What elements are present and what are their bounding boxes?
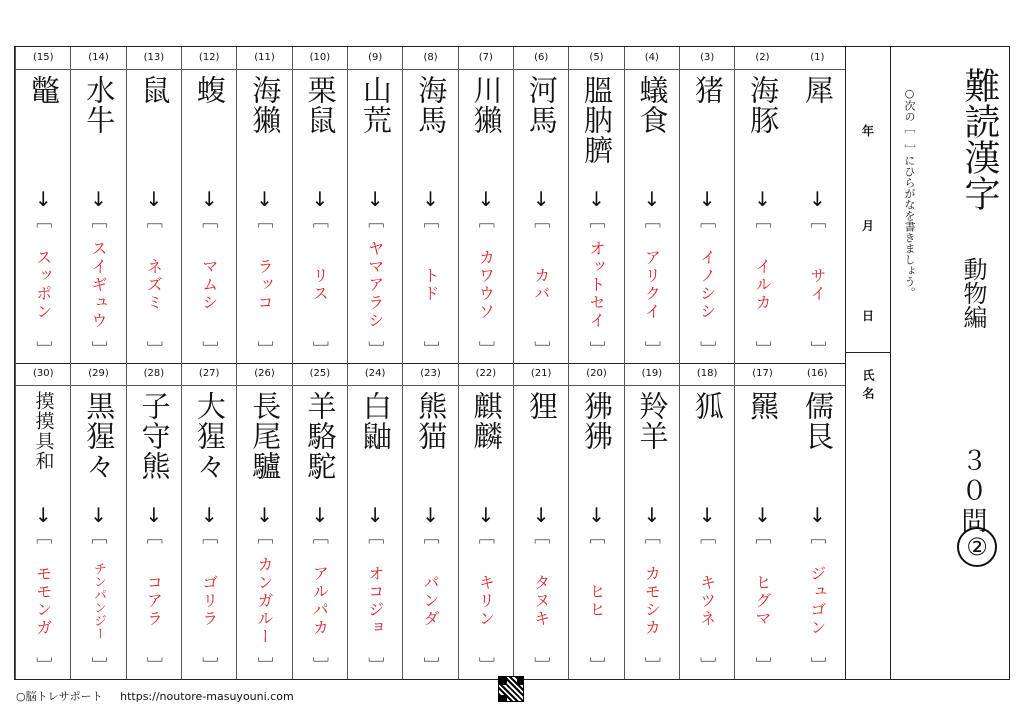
worksheet [14, 46, 1010, 680]
bracket-open: ［ [421, 528, 441, 544]
arrow-down-icon: ↓ [366, 187, 384, 211]
arrow-down-icon: ↓ [200, 187, 218, 211]
bracket-close: ］ [421, 341, 441, 357]
arrow-down-icon: ↓ [754, 503, 771, 527]
arrow-down-icon: ↓ [422, 187, 439, 211]
kanji-word: 子守熊 [137, 391, 172, 481]
question-cell [402, 363, 457, 679]
question-number: (11) [237, 47, 291, 70]
bracket-open: ［ [33, 528, 53, 544]
bracket-open: ［ [476, 528, 496, 544]
question-cell [70, 363, 125, 679]
bracket-close: ］ [33, 657, 53, 673]
bracket-close: ］ [753, 341, 772, 357]
answer-reading: アリクイ [642, 248, 662, 321]
question-number: (30) [16, 363, 70, 386]
question-cell [790, 363, 845, 679]
arrow-down-icon: ↓ [698, 503, 716, 527]
answer-reading: スッポン [33, 248, 53, 321]
bracket-close: ］ [310, 657, 330, 673]
arrow-down-icon: ↓ [90, 503, 107, 527]
bracket-open: ［ [421, 212, 441, 228]
question-cell [15, 363, 70, 679]
bracket-open: ［ [199, 212, 219, 228]
arrow-down-icon: ↓ [808, 503, 826, 527]
question-number: (20) [569, 363, 623, 386]
question-number: (1) [790, 47, 845, 70]
question-number: (18) [680, 363, 734, 386]
question-grid [15, 47, 845, 679]
bracket-close: ］ [144, 341, 164, 357]
bracket-open: ［ [365, 212, 385, 228]
answer-reading: オットセイ [587, 239, 607, 330]
answer-reading: カワウソ [476, 248, 496, 321]
bracket-open: ［ [365, 528, 385, 544]
answer-reading: モモンガ [33, 564, 53, 637]
answer-blank[interactable] [71, 528, 125, 673]
bracket-open: ［ [587, 528, 607, 544]
arrow-down-icon: ↓ [477, 503, 495, 527]
footer-url[interactable]: https://noutore-masuyouni.com [120, 690, 294, 703]
answer-reading: チンパンジー [91, 561, 107, 640]
question-cell [15, 47, 70, 363]
answer-reading: コアラ [144, 573, 164, 628]
question-number: (28) [127, 363, 181, 386]
question-cell [568, 363, 623, 679]
bracket-open: ［ [310, 528, 330, 544]
answer-reading: パンダ [421, 573, 441, 628]
bracket-close: ］ [807, 657, 827, 673]
bracket-open: ［ [255, 528, 275, 544]
answer-blank[interactable] [16, 528, 70, 673]
bracket-close: ］ [365, 657, 385, 673]
bracket-close: ］ [531, 341, 551, 357]
arrow-down-icon: ↓ [588, 503, 605, 527]
question-number: (5) [569, 47, 623, 70]
question-cell [734, 47, 789, 363]
kanji-word: 羊駱駝 [303, 391, 338, 481]
kanji-word: 黒猩々 [82, 391, 117, 481]
question-cell [181, 363, 236, 679]
question-number: (12) [182, 47, 236, 70]
bracket-close: ］ [697, 657, 717, 673]
kanji-word: 摸摸具和 [32, 391, 55, 471]
bracket-close: ］ [33, 341, 53, 357]
bracket-open: ［ [144, 528, 164, 544]
arrow-down-icon: ↓ [366, 503, 384, 527]
question-cell [790, 47, 845, 363]
kanji-word: 猪 [690, 75, 725, 105]
kanji-word: 蝮 [192, 75, 227, 105]
question-number: (8) [403, 47, 457, 70]
answer-blank[interactable] [293, 212, 347, 357]
bracket-open: ［ [642, 212, 662, 228]
question-number: (9) [348, 47, 402, 70]
bracket-close: ］ [365, 341, 385, 357]
arrow-down-icon: ↓ [256, 503, 273, 527]
year-label: 年 [861, 124, 874, 138]
answer-blank[interactable] [182, 528, 236, 673]
question-number: (22) [459, 363, 513, 386]
bracket-close: ］ [807, 341, 827, 357]
question-number: (27) [182, 363, 236, 386]
answer-blank[interactable] [403, 528, 457, 673]
answer-blank[interactable] [182, 212, 236, 357]
question-number: (16) [790, 363, 845, 386]
question-cell [679, 47, 734, 363]
bracket-open: ［ [753, 212, 772, 228]
bracket-close: ］ [89, 341, 109, 357]
answer-reading: オコジョ [365, 564, 385, 637]
question-number: (6) [514, 47, 568, 70]
bracket-close: ］ [642, 657, 662, 673]
arrow-down-icon: ↓ [34, 187, 52, 211]
question-cell [679, 363, 734, 679]
question-number: (15) [16, 47, 70, 70]
question-count: ３０問 [957, 447, 987, 537]
answer-blank[interactable] [680, 528, 734, 673]
bracket-open: ［ [310, 212, 330, 228]
question-cell [236, 47, 291, 363]
question-cell [236, 363, 291, 679]
answer-blank[interactable] [790, 212, 845, 357]
arrow-down-icon: ↓ [200, 503, 218, 527]
question-number: (10) [293, 47, 347, 70]
answer-reading: リス [310, 266, 330, 303]
answer-reading: ヒグマ [753, 573, 772, 628]
kanji-word: 川獺 [469, 75, 504, 135]
arrow-down-icon: ↓ [477, 187, 495, 211]
bracket-open: ［ [807, 528, 827, 544]
answer-blank[interactable] [735, 212, 789, 357]
name-label: 氏名 [861, 369, 875, 405]
question-number: (13) [127, 47, 181, 70]
bracket-open: ［ [807, 212, 827, 228]
answer-blank[interactable] [514, 528, 568, 673]
bracket-close: ］ [199, 341, 219, 357]
bracket-close: ］ [476, 341, 496, 357]
answer-reading: ヒヒ [587, 582, 607, 619]
bracket-close: ］ [476, 657, 496, 673]
arrow-down-icon: ↓ [532, 503, 550, 527]
answer-blank[interactable] [293, 528, 347, 673]
question-cell [513, 363, 568, 679]
question-cell [624, 47, 679, 363]
answer-reading: ラッコ [255, 257, 275, 312]
kanji-word: 蟻食 [635, 75, 670, 135]
arrow-down-icon: ↓ [643, 503, 661, 527]
arrow-down-icon: ↓ [145, 187, 163, 211]
answer-reading: アルパカ [310, 564, 330, 637]
answer-blank[interactable] [735, 528, 789, 673]
question-cell [458, 47, 513, 363]
kanji-word: 狒狒 [580, 391, 615, 451]
question-number: (3) [680, 47, 734, 70]
question-cell [292, 47, 347, 363]
answer-reading: サイ [807, 266, 827, 303]
bracket-open: ［ [199, 528, 219, 544]
arrow-down-icon: ↓ [34, 503, 52, 527]
kanji-word: 鼈 [26, 75, 61, 105]
footer-brand: ○脳トレサポート [16, 690, 103, 703]
arrow-down-icon: ↓ [422, 503, 439, 527]
answer-reading: キリン [476, 573, 496, 628]
answer-blank[interactable] [625, 212, 679, 357]
qr-code-icon [498, 676, 524, 702]
answer-reading: ヤマアラシ [365, 239, 385, 330]
question-cell [126, 47, 181, 363]
kanji-word: 犀 [800, 75, 835, 105]
answer-blank[interactable] [790, 528, 845, 673]
kanji-word: 栗鼠 [303, 75, 338, 135]
arrow-down-icon: ↓ [808, 187, 826, 211]
answer-blank[interactable] [237, 212, 291, 357]
question-cell [734, 363, 789, 679]
bracket-open: ［ [697, 212, 717, 228]
arrow-down-icon: ↓ [90, 187, 107, 211]
answer-reading: イノシシ [697, 248, 717, 321]
arrow-down-icon: ↓ [532, 187, 550, 211]
bracket-open: ［ [476, 212, 496, 228]
instruction-text: ○次の［ ］にひらがなを書きましょう。 [903, 87, 916, 298]
kanji-word: 膃肭臍 [580, 75, 615, 165]
question-number: (25) [293, 363, 347, 386]
answer-blank[interactable] [237, 528, 291, 673]
question-cell [458, 363, 513, 679]
answer-reading: カバ [531, 266, 551, 303]
question-cell [402, 47, 457, 363]
answer-blank[interactable] [514, 212, 568, 357]
kanji-word: 羆 [746, 391, 781, 421]
answer-blank[interactable] [403, 212, 457, 357]
answer-reading: キツネ [697, 573, 717, 628]
kanji-word: 海馬 [414, 75, 449, 135]
bracket-close: ］ [310, 341, 330, 357]
bracket-open: ［ [753, 528, 772, 544]
question-cell [70, 47, 125, 363]
page-subtitle: 動物編 [959, 257, 987, 329]
day-label: 日 [861, 309, 874, 323]
answer-reading: タヌキ [531, 573, 551, 628]
arrow-down-icon: ↓ [643, 187, 661, 211]
bracket-close: ］ [255, 657, 275, 673]
arrow-down-icon: ↓ [145, 503, 163, 527]
kanji-word: 長尾驢 [248, 391, 283, 481]
bracket-close: ］ [144, 657, 164, 673]
bracket-open: ［ [697, 528, 717, 544]
arrow-down-icon: ↓ [698, 187, 716, 211]
answer-blank[interactable] [71, 212, 125, 357]
kanji-word: 鼠 [137, 75, 172, 105]
answer-blank[interactable] [127, 212, 181, 357]
bracket-open: ［ [531, 212, 551, 228]
answer-blank[interactable] [348, 212, 402, 357]
arrow-down-icon: ↓ [754, 187, 771, 211]
kanji-word: 河馬 [524, 75, 559, 135]
question-number: (17) [735, 363, 789, 386]
footer [16, 688, 294, 704]
answer-blank[interactable] [625, 528, 679, 673]
bracket-close: ］ [199, 657, 219, 673]
answer-reading: ジュゴン [807, 564, 827, 637]
divider [846, 352, 890, 353]
bracket-open: ［ [531, 528, 551, 544]
question-cell [347, 363, 402, 679]
bracket-close: ］ [587, 341, 607, 357]
arrow-down-icon: ↓ [311, 503, 329, 527]
answer-reading: イルカ [753, 257, 772, 312]
date-name-column [845, 47, 890, 679]
question-number: (7) [459, 47, 513, 70]
kanji-word: 水牛 [82, 75, 117, 135]
question-cell [568, 47, 623, 363]
question-cell [624, 363, 679, 679]
arrow-down-icon: ↓ [311, 187, 329, 211]
bracket-open: ［ [89, 528, 109, 544]
kanji-word: 儒艮 [800, 391, 835, 451]
kanji-word: 狸 [524, 391, 559, 421]
question-row-top [15, 47, 845, 364]
answer-reading: カモシカ [642, 564, 662, 637]
bracket-open: ［ [33, 212, 53, 228]
answer-reading: ネズミ [144, 257, 164, 312]
kanji-word: 羚羊 [635, 391, 670, 451]
title-panel [890, 47, 1009, 679]
answer-reading: ゴリラ [199, 573, 219, 628]
answer-reading: スイギュウ [89, 239, 109, 330]
bracket-close: ］ [531, 657, 551, 673]
bracket-close: ］ [255, 341, 275, 357]
kanji-word: 海豚 [746, 75, 781, 135]
answer-blank[interactable] [348, 528, 402, 673]
bracket-open: ［ [255, 212, 275, 228]
sheet-number: ② [957, 527, 997, 567]
question-cell [292, 363, 347, 679]
kanji-word: 大猩々 [192, 391, 227, 481]
question-number: (29) [71, 363, 125, 386]
page-title: 難読漢字 [959, 67, 1000, 211]
answer-reading: トド [421, 266, 441, 303]
question-number: (19) [625, 363, 679, 386]
answer-blank[interactable] [16, 212, 70, 357]
kanji-word: 山荒 [358, 75, 393, 135]
answer-blank[interactable] [569, 212, 623, 357]
answer-blank[interactable] [680, 212, 734, 357]
answer-blank[interactable] [127, 528, 181, 673]
question-row-bottom [15, 363, 845, 679]
question-cell [181, 47, 236, 363]
kanji-word: 海獺 [248, 75, 283, 135]
question-number: (26) [237, 363, 291, 386]
bracket-open: ［ [642, 528, 662, 544]
answer-blank[interactable] [569, 528, 623, 673]
bracket-close: ］ [89, 657, 109, 673]
month-label: 月 [861, 219, 874, 233]
bracket-close: ］ [587, 657, 607, 673]
question-cell [513, 47, 568, 363]
bracket-close: ］ [642, 341, 662, 357]
kanji-word: 白鼬 [358, 391, 393, 451]
bracket-close: ］ [753, 657, 772, 673]
kanji-word: 麒麟 [469, 391, 504, 451]
bracket-close: ］ [421, 657, 441, 673]
arrow-down-icon: ↓ [256, 187, 273, 211]
arrow-down-icon: ↓ [588, 187, 605, 211]
question-number: (14) [71, 47, 125, 70]
bracket-close: ］ [697, 341, 717, 357]
question-number: (21) [514, 363, 568, 386]
question-cell [347, 47, 402, 363]
answer-blank[interactable] [459, 212, 513, 357]
answer-reading: マムシ [199, 257, 219, 312]
kanji-word: 熊猫 [414, 391, 449, 451]
question-number: (23) [403, 363, 457, 386]
question-number: (24) [348, 363, 402, 386]
bracket-open: ［ [144, 212, 164, 228]
question-number: (2) [735, 47, 789, 70]
answer-blank[interactable] [459, 528, 513, 673]
answer-reading: カンガルー [255, 555, 275, 646]
bracket-open: ［ [587, 212, 607, 228]
question-number: (4) [625, 47, 679, 70]
question-cell [126, 363, 181, 679]
bracket-open: ［ [89, 212, 109, 228]
kanji-word: 狐 [690, 391, 725, 421]
